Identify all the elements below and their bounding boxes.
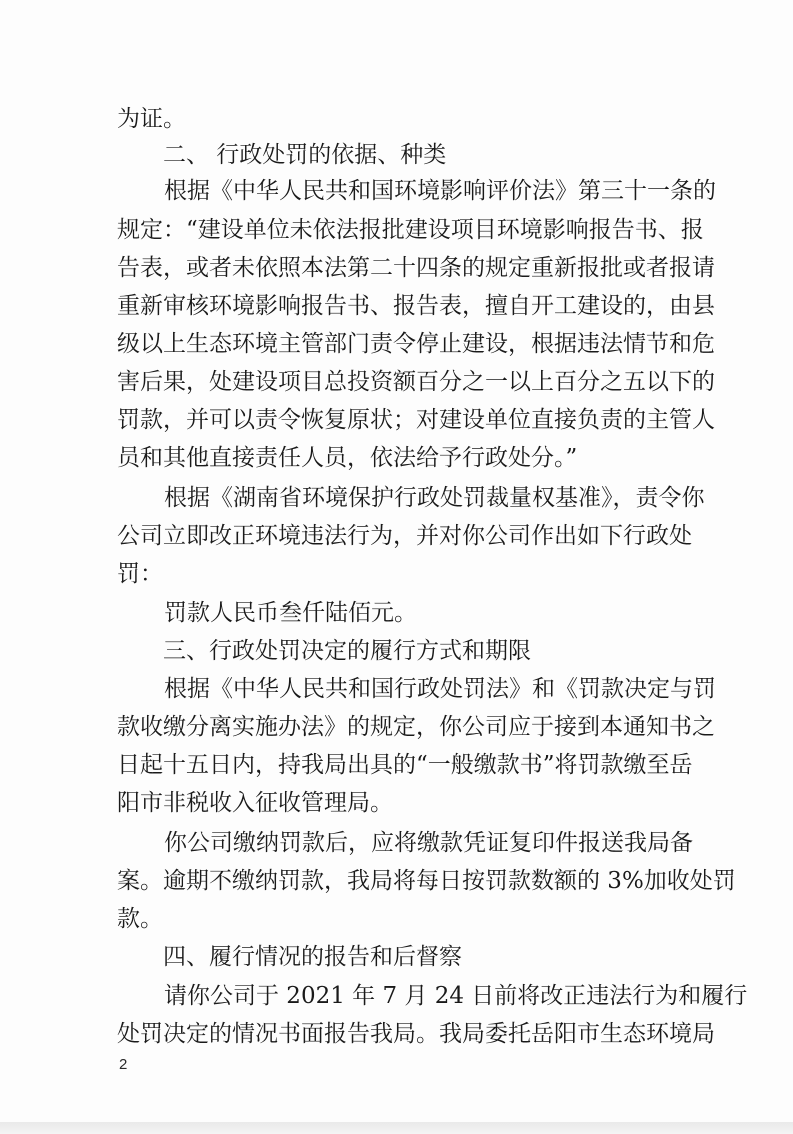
paragraph-line: 案。逾期不缴纳罚款，我局将每日按罚款数额的 3%加收处罚: [117, 868, 736, 894]
paragraph-line: 罚款，并可以责令恢复原状；对建设单位直接负责的主管人: [117, 407, 715, 433]
paragraph-line: 公司立即改正环境违法行为，并对你公司作出如下行政处: [117, 523, 692, 549]
paragraph-line: 请你公司于 2021 年 7 月 24 日前将改正违法行为和履行: [164, 983, 748, 1009]
paragraph-line: 阳市非税收入征收管理局。: [117, 790, 393, 816]
paragraph-line: 员和其他直接责任人员，依法给予行政处分。”: [117, 445, 578, 471]
section-heading: 四、履行情况的报告和后督察: [163, 944, 462, 970]
section-heading: 三、行政处罚决定的履行方式和期限: [163, 638, 531, 664]
paragraph-line: 款收缴分离实施办法》的规定，你公司应于接到本通知书之: [117, 714, 715, 740]
paragraph-line: 根据《中华人民共和国环境影响评价法》第三十一条的: [164, 178, 716, 204]
paragraph-line: 日起十五日内，持我局出具的“一般缴款书”将罚款缴至岳: [117, 752, 693, 778]
paragraph-line: 处罚决定的情况书面报告我局。我局委托岳阳市生态环境局: [117, 1021, 715, 1047]
scan-edge: [0, 1122, 793, 1134]
text-line: 为证。: [117, 106, 186, 132]
paragraph-line: 罚：: [117, 561, 163, 587]
paragraph-line: 告表，或者未依照本法第二十四条的规定重新报批或者报请: [117, 255, 715, 281]
paragraph-line: 级以上生态环境主管部门责令停止建设，根据违法情节和危: [117, 331, 715, 357]
paragraph-line: 根据《中华人民共和国行政处罚法》和《罚款决定与罚: [164, 676, 716, 702]
section-heading: 二、 行政处罚的依据、种类: [163, 142, 447, 168]
paragraph-line: 你公司缴纳罚款后，应将缴款凭证复印件报送我局备: [164, 830, 693, 856]
paragraph-line: 规定：“建设单位未依法报批建设项目环境影响报告书、报: [117, 217, 704, 243]
page-number: 2: [119, 1056, 128, 1073]
paragraph-line: 害后果，处建设项目总投资额百分之一以上百分之五以下的: [117, 369, 715, 395]
penalty-amount: 罚款人民币叁仟陆佰元。: [164, 600, 417, 626]
paragraph-line: 重新审核环境影响报告书、报告表，擅自开工建设的，由县: [117, 293, 715, 319]
paragraph-line: 款。: [117, 906, 163, 932]
paragraph-line: 根据《湖南省环境保护行政处罚裁量权基准》，责令你: [164, 485, 705, 511]
